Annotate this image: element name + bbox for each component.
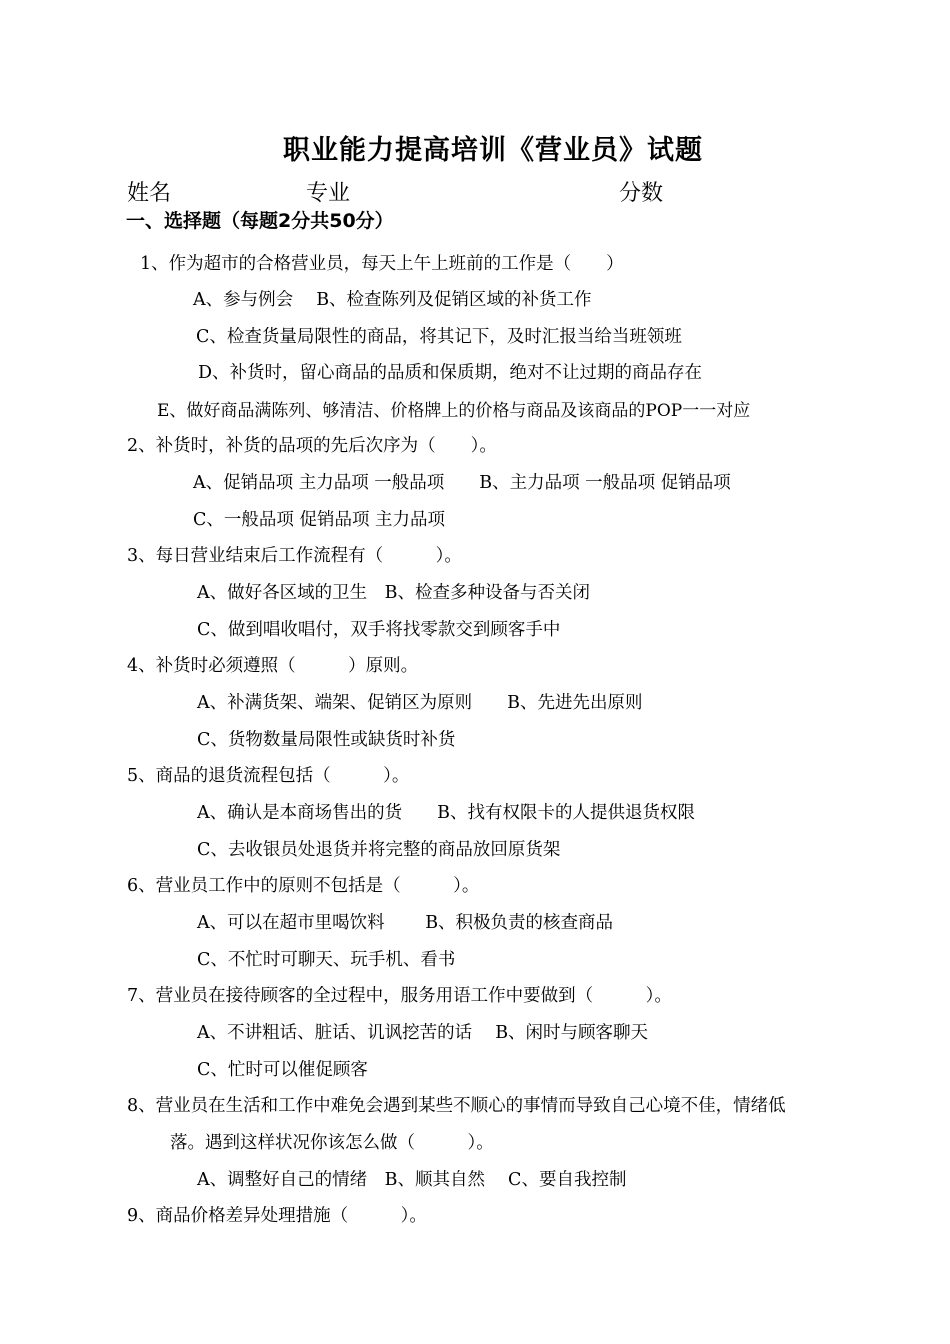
question-5: 5、商品的退货流程包括（ ）。 (127, 766, 410, 786)
question-1-option-c: C、检查货量局限性的商品，将其记下，及时汇报当给当班领班 (196, 327, 682, 347)
question-8-options: A、调整好自己的情绪 B、顺其自然 C、要自我控制 (197, 1170, 627, 1190)
major-field-label: 专业 (306, 181, 351, 206)
question-1-option-ab: A、参与例会 B、检查陈列及促销区域的补货工作 (193, 290, 592, 310)
question-1: 1、作为超市的合格营业员，每天上午上班前的工作是（ ） (140, 254, 624, 274)
score-field-label: 分数 (619, 181, 664, 206)
question-5-option-ab: A、确认是本商场售出的货 B、找有权限卡的人提供退货权限 (197, 803, 695, 823)
question-3: 3、每日营业结束后工作流程有（ ）。 (127, 546, 462, 566)
question-4: 4、补货时必须遵照（ ）原则。 (127, 656, 419, 676)
question-6: 6、营业员工作中的原则不包括是（ ）。 (127, 876, 480, 896)
question-7: 7、营业员在接待顾客的全过程中，服务用语工作中要做到（ ）。 (127, 986, 672, 1006)
question-5-option-c: C、去收银员处退货并将完整的商品放回原货架 (197, 840, 561, 860)
question-9: 9、商品价格差异处理措施（ ）。 (127, 1206, 427, 1226)
question-2-option-c: C、一般品项 促销品项 主力品项 (193, 510, 446, 530)
question-7-option-c: C、忙时可以催促顾客 (197, 1060, 368, 1080)
section-heading: 一、选择题（每题2分共50分） (126, 210, 394, 232)
question-6-option-c: C、不忙时可聊天、玩手机、看书 (197, 950, 456, 970)
question-4-option-ab: A、补满货架、端架、促销区为原则 B、先进先出原则 (197, 693, 643, 713)
question-8: 8、营业员在生活和工作中难免会遇到某些不顺心的事情而导致自己心境不佳，情绪低 (127, 1096, 786, 1116)
question-3-option-c: C、做到唱收唱付，双手将找零款交到顾客手中 (197, 620, 561, 640)
question-6-option-ab: A、可以在超市里喝饮料 B、积极负责的核查商品 (197, 913, 614, 933)
question-1-option-e: E、做好商品满陈列、够清洁、价格牌上的价格与商品及该商品的POP一一对应 (157, 401, 751, 421)
page-title: 职业能力提高培训《营业员》试题 (283, 135, 703, 166)
question-3-option-ab: A、做好各区域的卫生 B、检查多种设备与否关闭 (197, 583, 590, 603)
name-field-label: 姓名 (127, 181, 172, 206)
question-7-option-ab: A、不讲粗话、脏话、讥讽挖苦的话 B、闲时与顾客聊天 (197, 1023, 649, 1043)
question-1-option-d: D、补货时，留心商品的品质和保质期，绝对不让过期的商品存在 (198, 363, 703, 383)
question-2-option-ab: A、促销品项 主力品项 一般品项 B、主力品项 一般品项 促销品项 (193, 473, 731, 493)
question-8-continued: 落。遇到这样状况你该怎么做（ ）。 (170, 1133, 494, 1153)
question-2: 2、补货时，补货的品项的先后次序为（ ）。 (127, 436, 497, 456)
question-4-option-c: C、货物数量局限性或缺货时补货 (197, 730, 456, 750)
